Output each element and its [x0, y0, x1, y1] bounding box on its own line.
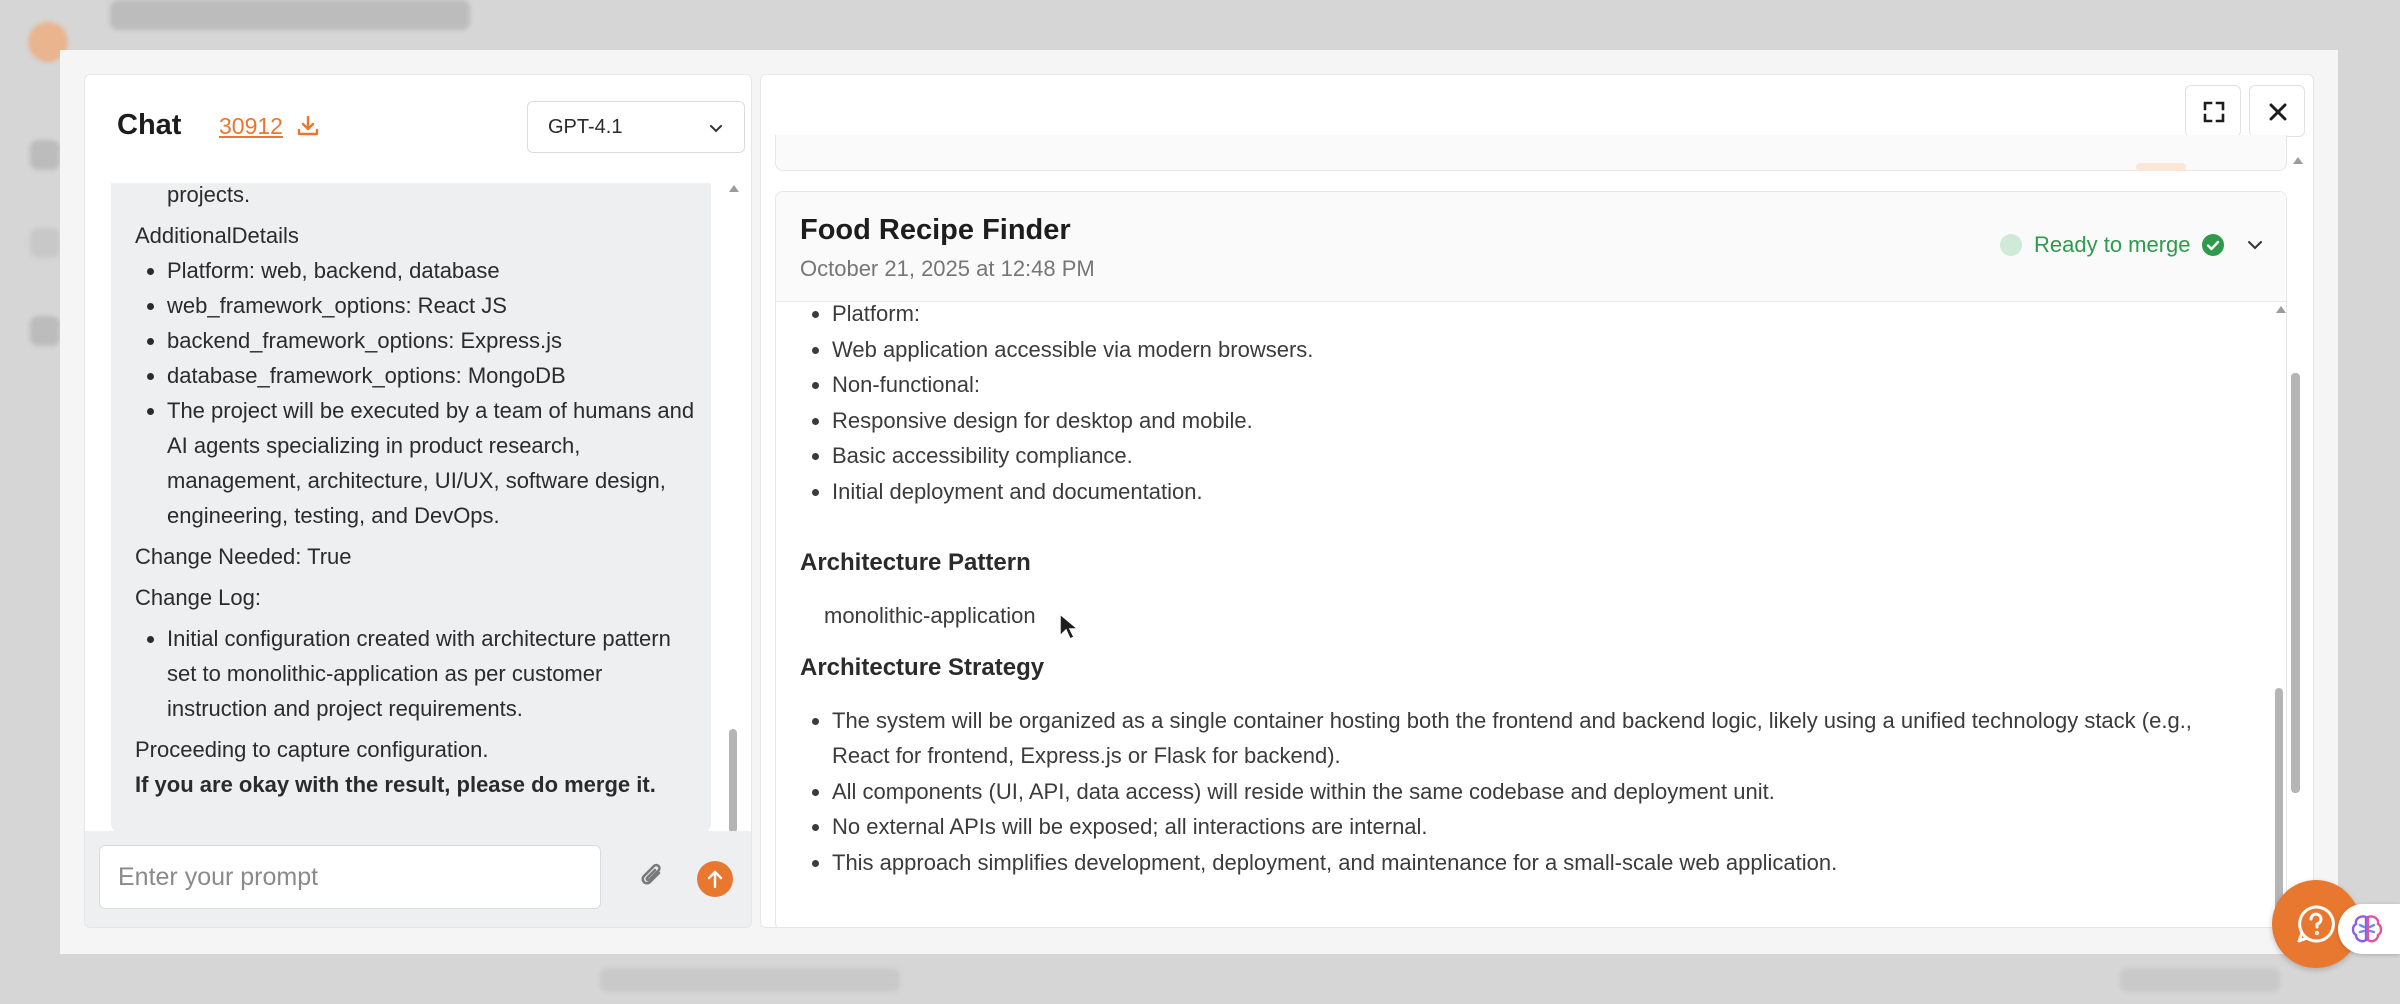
prompt-area: [85, 831, 751, 928]
list-item: • Platform:: [832, 296, 2272, 332]
status-badge: Ready to merge: [2034, 232, 2191, 257]
detail-panel: [760, 74, 2314, 928]
previous-card: [775, 135, 2287, 171]
chevron-down-icon[interactable]: [2246, 236, 2264, 254]
list-item: • All components (UI, API, data access) will reside within the same codebase and deployment unit.: [832, 774, 2192, 810]
chat-id-link[interactable]: 30912: [219, 113, 283, 139]
list-item: • The system will be organized as a single container hosting both the frontend and backend logic, likely using a unified technology stack (e.g., React for frontend, Express.js or Flask for backend).: [832, 703, 2192, 774]
strategy-list: [776, 703, 2272, 881]
card-header[interactable]: [776, 192, 2286, 302]
details-list: [135, 253, 695, 533]
change-log-list: [135, 621, 695, 726]
card-scrollbar-thumb[interactable]: [2275, 688, 2283, 926]
background-footer-bar: [600, 968, 900, 992]
chat-header: [85, 75, 751, 185]
brain-icon[interactable]: [2338, 904, 2400, 954]
model-select[interactable]: [527, 101, 745, 153]
expand-button[interactable]: [2185, 85, 2241, 137]
change-log-label: Change Log:: [135, 585, 261, 610]
architecture-pattern-heading: Architecture Pattern: [800, 549, 1031, 576]
proceeding-text: Proceeding to capture configuration.: [135, 737, 489, 762]
list-item: • Platform: web, backend, database: [167, 253, 695, 288]
card-title: Food Recipe Finder: [800, 214, 1071, 246]
list-item: • database_framework_options: MongoDB: [167, 358, 695, 393]
merge-prompt-text: If you are okay with the result, please do merge it.: [135, 772, 656, 797]
scrollbar-thumb[interactable]: [729, 729, 737, 833]
scroll-up-icon[interactable]: [2293, 157, 2303, 164]
previous-card-badge: [2136, 163, 2186, 171]
chevron-down-icon: [708, 120, 724, 136]
status-dot: [2000, 234, 2022, 256]
close-button[interactable]: [2249, 85, 2305, 137]
list-item: • Non-functional:: [832, 367, 2272, 403]
background-nav-item: [30, 228, 60, 258]
panel-scrollbar-thumb[interactable]: [2291, 373, 2300, 793]
send-button[interactable]: [697, 861, 733, 897]
requirements-list: [776, 296, 2272, 509]
mouse-cursor-icon: [1058, 612, 1082, 642]
change-needed-text: Change Needed: True: [135, 544, 352, 569]
list-item: • No external APIs will be exposed; all interactions are internal.: [832, 809, 2192, 845]
background-nav-item: [30, 316, 60, 346]
list-item: • The project will be executed by a team of humans and AI agents specializing in product research, management, architecture, UI/UX, software design, engineering, testing, and DevOps.: [167, 393, 695, 533]
background-footer-bar: [2120, 968, 2280, 992]
assistant-message: [111, 183, 711, 835]
prompt-input[interactable]: [99, 845, 601, 909]
list-item: • Initial configuration created with architecture pattern set to monolithic-application as per customer instruction and project requirements.: [167, 621, 695, 726]
chat-panel: [84, 74, 752, 928]
scroll-up-icon[interactable]: [729, 185, 739, 192]
paperclip-icon[interactable]: [635, 859, 669, 893]
list-item: • Web application accessible via modern browsers.: [832, 332, 2272, 368]
background-header-text: [110, 0, 470, 30]
list-item: • web_framework_options: React JS: [167, 288, 695, 323]
architecture-pattern-value: monolithic-application: [824, 602, 1036, 628]
model-select-value: GPT-4.1: [548, 116, 623, 138]
card-date: October 21, 2025 at 12:48 PM: [800, 256, 1095, 281]
scroll-up-icon[interactable]: [2276, 306, 2286, 313]
chat-scrollbar[interactable]: [727, 185, 741, 845]
message-fragment: projects.: [167, 183, 251, 207]
chat-modal: [60, 50, 2338, 954]
additional-details-label: AdditionalDetails: [135, 223, 299, 248]
list-item: • Responsive design for desktop and mobile.: [832, 403, 2272, 439]
list-item: • Initial deployment and documentation.: [832, 474, 2272, 510]
check-circle-icon: [2202, 234, 2224, 256]
project-card: [775, 191, 2287, 928]
architecture-strategy-heading: Architecture Strategy: [800, 654, 1045, 681]
card-body: [776, 302, 2272, 928]
background-nav-item: [30, 140, 60, 170]
download-icon[interactable]: [295, 113, 321, 139]
list-item: • This approach simplifies development, deployment, and maintenance for a small-scale web application.: [832, 845, 2192, 881]
chat-title: Chat: [117, 109, 182, 141]
list-item: • Basic accessibility compliance.: [832, 438, 2272, 474]
list-item: • backend_framework_options: Express.js: [167, 323, 695, 358]
